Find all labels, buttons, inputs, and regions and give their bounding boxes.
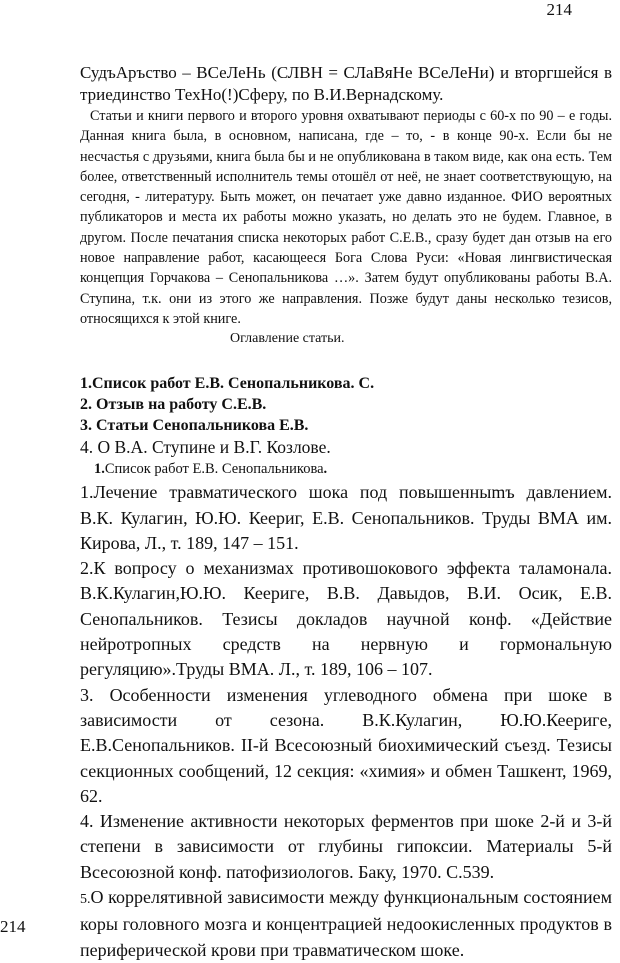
- list-item-text: Изменение активности некоторых ферментов при шоке 2-й и 3-й степени в зависимости от глубины гипоксии. Материалы 5-й Всесоюзной конф. патофизиологов. Баку, 1970. С.539.: [80, 811, 612, 882]
- toc-item-2: 2. Отзыв на работу С.Е.В.: [80, 396, 267, 414]
- works-list-heading: [80, 458, 612, 480]
- list-item-num: 1.: [80, 482, 94, 503]
- toc-item-4: 4. О В.А. Ступине и В.Г. Козлове.: [80, 437, 331, 458]
- list-item-text: Лечение травматического шока под повышенныmъ давлением. В.К. Кулагин, Ю.Ю. Кеериг, Е.В. Сенопальников. Труды ВМА им. Кирова, Л., т. 189, 147 – 151.: [80, 482, 612, 553]
- list-item: [80, 683, 612, 809]
- intro-paragraph: Статьи и книги первого и второго уровня охватывают периоды с 60-х по 90 – е годы. Данная книга была, в основном, написана, где – то, - в конце 90-х. Если бы не несчастья с друзьями, книга была бы и не опубликована в таком виде, как она есть. Тем более, ответственный исполнитель темы отошёл от неё, не знает соответствующую, на сегодня, - литературу. Быть может, он печатает уже давно изданное. ФИО вероятных публикаторов и места их работы можно указать, но делать это не будем. Главное, в другом. После печатания списка некоторых работ С.Е.В., сразу будет дан отзыв на его новое направление работ, касающееся Бога Слова Руси: «Новая лингвистическая концепция Горчакова – Сенопальникова …». Затем будут опубликованы работы В.А. Ступина, т.к. они из этого же направления. Позже будут даны несколько тезисов, относящихся к этой книге.: [80, 108, 612, 327]
- toc-item-1: 1.Список работ Е.В. Сенопальникова. С.: [80, 375, 375, 393]
- list-item-text: О коррелятивной зависимости между функциональным состоянием коры головного мозга и концентрацией недоокисленных продуктов в периферической крови при травматическом шоке.: [80, 887, 612, 960]
- page-number-top: 214: [546, 0, 572, 19]
- toc-item-3: 3. Статьи Сенопальникова Е.В.: [80, 417, 309, 435]
- list-item: [80, 885, 612, 963]
- list-item-text: К вопросу о механизмах противошокового эффекта таламонала. В.К.Кулагин,Ю.Ю. Кееригe, В.В. Давыдов, В.И. Осик, Е.В. Сенопальников. Тезисы докладов научной конф. «Действие нейротропных средств на нервную и гормональную регуляцию».Труды ВМА. Л., т. 189, 106 – 107.: [80, 558, 612, 680]
- page-number-bottom: 214: [0, 917, 26, 936]
- works-list-heading-end: .: [323, 461, 328, 478]
- list-item-num: 4.: [80, 811, 94, 832]
- page-content: [80, 62, 612, 963]
- list-item-num: 3.: [80, 684, 94, 705]
- works-list-heading-text: Список работ Е.В. Сенопальникова: [104, 461, 324, 478]
- list-item-num: 5.: [80, 892, 91, 908]
- list-item-text: Особенности изменения углеводного обмена при шоке в зависимости от сезона. В.К.Кулагин, Ю.Ю.Кееригe, Е.В.Сенопальников. II-й Всесоюзный биохимический съезд. Тезисы секционных сообщений, 12 секция: «химия» и обмен Ташкент, 1969, 62.: [80, 684, 612, 806]
- toc-title: Оглавление статьи.: [230, 331, 345, 347]
- list-item: [80, 809, 612, 885]
- works-list-heading-num: 1.: [94, 461, 105, 478]
- list-item: [80, 480, 612, 556]
- intro-lead: СудъАръство – ВСеЛеНь (СЛВН = СЛаВяНе ВСеЛеНи) и вторгшейся в триединство ТехНо(!)Сферу, по В.И.Вернадскому.: [80, 63, 612, 104]
- list-item: [80, 556, 612, 682]
- table-of-contents: [80, 373, 612, 458]
- list-item-num: 2.: [80, 558, 94, 579]
